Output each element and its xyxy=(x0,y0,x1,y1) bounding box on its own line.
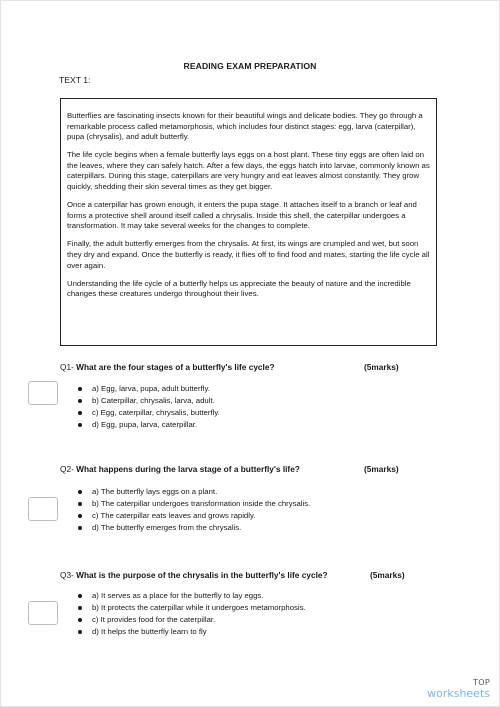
option-item[interactable] xyxy=(78,510,310,522)
question-marks: (5marks) xyxy=(364,362,399,372)
option-item[interactable] xyxy=(78,419,220,431)
question-1-options xyxy=(78,383,220,431)
bullet-icon xyxy=(78,399,82,403)
option-label: c) It provides food for the caterpillar. xyxy=(92,615,216,624)
question-text: What happens during the larva stage of a butterfly's life? xyxy=(76,464,300,474)
option-label: a) Egg, larva, pupa, adult butterfly. xyxy=(92,384,210,393)
question-2-options xyxy=(78,486,310,534)
passage-paragraph: The life cycle begins when a female butterfly lays eggs on a host plant. These tiny eggs are often laid on the leaves, where they can safely hatch. After a few days, the eggs hatch into larvae, commonly known as caterpillars. During this stage, caterpillars are very hungry and eat leaves almost constantly. They grow quickly, shedding their skin several times as they get bigger. xyxy=(67,150,430,192)
question-number: Q1- xyxy=(60,362,74,372)
passage-paragraph: Understanding the life cycle of a butterfly helps us appreciate the beauty of nature and the incredible changes these creatures undergo throughout their lives. xyxy=(67,278,411,299)
passage-paragraph: Once a caterpillar has grown enough, it enters the pupa stage. It attaches itself to a branch or leaf and forms a protective shell around itself called a chrysalis. Inside this shell, the caterpillar undergoes a transformation. It may take several weeks for the changes to complete. xyxy=(67,200,417,231)
option-item[interactable] xyxy=(78,407,220,419)
question-marks: (5marks) xyxy=(370,570,405,580)
option-item[interactable] xyxy=(78,614,306,626)
bullet-icon xyxy=(78,630,82,634)
option-item[interactable] xyxy=(78,626,306,638)
bullet-icon xyxy=(78,387,82,391)
option-item[interactable] xyxy=(78,590,306,602)
option-label: b) The caterpillar undergoes transformation inside the chrysalis. xyxy=(92,499,311,508)
option-label: a) It serves as a place for the butterfly to lay eggs. xyxy=(92,591,264,600)
option-label: d) The butterfly emerges from the chrysalis. xyxy=(92,523,242,532)
option-label: c) The caterpillar eats leaves and grows rapidly. xyxy=(92,511,256,520)
question-text: What is the purpose of the chrysalis in the butterfly's life cycle? xyxy=(76,570,328,580)
bullet-icon xyxy=(78,514,82,518)
question-3-options xyxy=(78,590,306,638)
passage-paragraph: Butterflies are fascinating insects known for their beautiful wings and delicate bodies. They go through a remarkable process called metamorphosis, which includes four distinct stages: egg, larva (caterpillar), pupa (chrysalis), and adult butterfly. xyxy=(67,111,423,142)
bullet-icon xyxy=(78,526,82,530)
bullet-icon xyxy=(78,423,82,427)
bullet-icon xyxy=(78,606,82,610)
bullet-icon xyxy=(78,490,82,494)
reading-passage xyxy=(60,98,437,346)
question-3-heading xyxy=(60,570,440,580)
answer-box-q3[interactable] xyxy=(28,601,58,625)
logo-top-text: TOP xyxy=(473,678,490,687)
option-item[interactable] xyxy=(78,602,306,614)
option-label: d) Egg, pupa, larva, caterpillar. xyxy=(92,420,198,429)
topworksheets-logo xyxy=(427,679,490,699)
option-label: a) The butterfly lays eggs on a plant. xyxy=(92,487,218,496)
question-number: Q2- xyxy=(60,464,74,474)
option-item[interactable] xyxy=(78,486,310,498)
question-text: What are the four stages of a butterfly's life cycle? xyxy=(76,362,275,372)
option-label: b) It protects the caterpillar while it undergoes metamorphosis. xyxy=(92,603,306,612)
bullet-icon xyxy=(78,502,82,506)
passage-paragraph: Finally, the adult butterfly emerges from the chrysalis. At first, its wings are crumpled and wet, but soon they dry and expand. Once the butterfly is ready, it flies off to find food and mates, starting the life cycle all over again. xyxy=(67,239,430,270)
page-title: READING EXAM PREPARATION xyxy=(183,61,317,71)
question-marks: (5marks) xyxy=(364,464,399,474)
question-2-heading xyxy=(60,464,440,474)
logo-name-text: worksheets xyxy=(427,687,490,700)
bullet-icon xyxy=(78,618,82,622)
option-item[interactable] xyxy=(78,522,310,534)
question-1-heading xyxy=(60,362,440,372)
option-label: b) Caterpillar, chrysalis, larva, adult. xyxy=(92,396,215,405)
option-item[interactable] xyxy=(78,383,220,395)
option-label: d) It helps the butterfly learn to fly xyxy=(92,627,207,636)
answer-box-q1[interactable] xyxy=(28,381,58,405)
bullet-icon xyxy=(78,594,82,598)
answer-box-q2[interactable] xyxy=(28,497,58,521)
option-label: c) Egg, caterpillar, chrysalis, butterfly. xyxy=(92,408,220,417)
question-number: Q3- xyxy=(60,570,74,580)
text-label: TEXT 1: xyxy=(59,75,91,85)
option-item[interactable] xyxy=(78,498,310,510)
bullet-icon xyxy=(78,411,82,415)
option-item[interactable] xyxy=(78,395,220,407)
